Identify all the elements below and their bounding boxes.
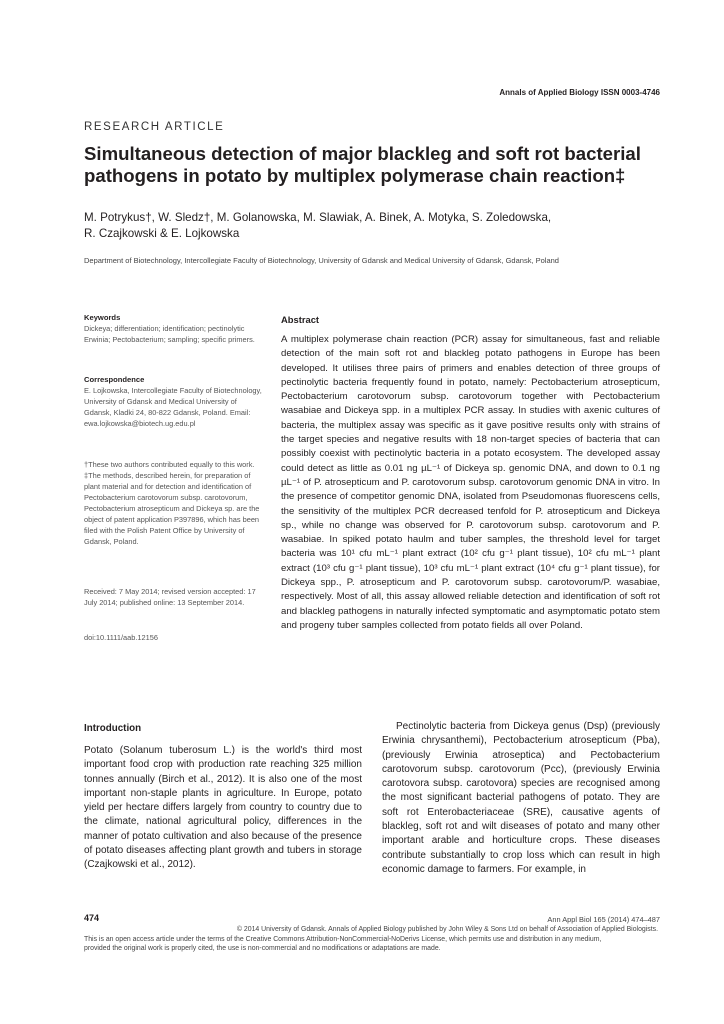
journal-issn: Annals of Applied Biology ISSN 0003-4746 (499, 88, 660, 97)
affiliation: Department of Biotechnology, Intercollegiate Faculty of Biotechnology, University of Gdansk and Medical University of Gdansk, Gdansk, Poland (84, 256, 559, 265)
doi-link[interactable]: doi:10.1111/aab.12156 (84, 633, 158, 642)
doi-block (84, 632, 262, 643)
correspondence-heading: Correspondence (84, 375, 145, 384)
author-list (84, 210, 664, 242)
footnote-ddagger: ‡The methods, described herein, for preparation of plant material and for detection and identification of Pectobacterium carotovorum subsp. carotovorum, Pectobacterium atrosepticum and Dickeya sp. are the object of patent application P397896, which has been filed with the Polish Patent Office by University of Gdansk, Poland. (84, 471, 260, 546)
copyright-line-3: provided the original work is properly cited, the use is non-commercial and no modifications or adaptations are made. (84, 945, 441, 953)
received-text: Received: 7 May 2014; revised version accepted: 17 July 2014; published online: 13 September 2014. (84, 587, 256, 607)
article-title: Simultaneous detection of major blackleg and soft rot bacterial pathogens in potato by multiplex polymerase chain reaction‡ (84, 143, 641, 186)
authors-line-1: M. Potrykus†, W. Sledz†, M. Golanowska, M. Slawiak, A. Binek, A. Motyka, S. Zoledowska, (84, 211, 552, 224)
keywords-section (84, 312, 262, 345)
copyright-notice (84, 925, 658, 954)
article-type: RESEARCH ARTICLE (84, 121, 225, 133)
abstract-text: A multiplex polymerase chain reaction (PCR) assay for simultaneous, fast and reliable detection of the main soft rot and blackleg potato pathogens in Europe has been developed. It utilises three pairs of primers and enables detection of three groups of pectinolytic bacteria frequently found in potato, namely: Pectobacterium atrosepticum, Pectobacterium carotovorum subsp. carotovorum together with Pectobacterium wasabiae and Dickeya spp. in a multiplex PCR assay. In studies with axenic cultures of bacteria, the multiplex assay was specific as it gave positive results only with strains of the target species and negative results with 18 non-target species of bacteria that can possibly coexist with pectinolytic bacteria in a potato ecosystem. The developed assay could detect as little as 0.01 ng µL⁻¹ of Dickeya sp. genomic DNA, and down to 0.1 ng µL⁻¹ of P. atrosepticum and P. carotovorum subsp. carotovorum genomic DNA in vitro. In the presence of competitor genomic DNA, isolated from Pseudomonas fluorescens cells, the sensitivity of the multiplex PCR decreased tenfold for P. atrosepticum and Dickeya sp., while no change was observed for P. carotovorum subsp. carotovorum and P. wasabiae. In spiked potato haulm and tuber samples, the threshold level for target bacteria was 10¹ cfu mL⁻¹ plant extract (10² cfu g⁻¹ plant tissue), 10² cfu mL⁻¹ plant extract (10³ cfu g⁻¹ plant tissue), 10³ cfu mL⁻¹ plant extract (10⁴ cfu g⁻¹ plant tissue), for Dickeya spp., P. atrosepticum and P. carotovorum subsp. carotovorum/P. wasabiae, respectively. Most of all, this assay allowed reliable detection and identification of soft rot and blackleg pathogens in naturally infected symptomatic and asymptomatic potato stem and progeny tuber samples collected from potato fields all over Poland. (281, 334, 660, 631)
introduction-left-column: Potato (Solanum tuberosum L.) is the world's third most important food crop with production rate reaching 325 million tonnes annually (Birch et al., 2012). It is also one of the most important non-staple plants in agriculture. In Europe, potato yield per hectare differs largely from country to country due to the climate, national agricultural policy, differences in the manner of potato cultivation and also because of the presence of potato diseases affecting plant growth and tubers in storage (Czajkowski et al., 2012). (84, 745, 362, 871)
keywords-text: Dickeya; differentiation; identification; pectinolytic Erwinia; Pectobacterium; sampling; specific primers. (84, 324, 255, 344)
introduction-heading: Introduction (84, 723, 142, 734)
correspondence-section (84, 374, 262, 429)
copyright-line-2: This is an open access article under the terms of the Creative Commons Attribution-NonCommercial-NoDerivs License, which permits use and distribution in any medium, (84, 935, 602, 943)
introduction-right-column: Pectinolytic bacteria from Dickeya genus (Dsp) (previously Erwinia chrysanthemi), Pectobacterium atrosepticum (Pba), (previously Erwinia atroseptica) and Pectobacterium carotovorum subsp. carotovorum (Pcc), (previously Erwinia carotovora subsp. carotovora) species are recognised among the most significant bacterial pathogens of potato. They are soft rot Enterobacteriaceae (SRE), causative agents of blackleg, soft rot and wilt diseases of potato and many other important arable and horticulture crops. These diseases contribute substantially to crop loss which can result in high economic damage to farmers. For example, in (382, 721, 660, 875)
received-dates (84, 586, 262, 608)
page-number: 474 (84, 913, 100, 923)
footnote-dagger: †These two authors contributed equally to this work. (84, 460, 255, 469)
footnotes (84, 459, 262, 547)
correspondence-text: E. Lojkowska, Intercollegiate Faculty of Biotechnology, University of Gdansk and Medical University of Gdansk, Kladki 24, 80-822 Gdansk, Poland. Email: ewa.lojkowska@biotech.ug.edu.pl (84, 386, 262, 428)
copyright-line-1: © 2014 University of Gdansk. Annals of Applied Biology published by John Wiley & Sons Ltd on behalf of Association of Applied Biologists. (236, 926, 658, 933)
authors-line-2: R. Czajkowski & E. Lojkowska (84, 227, 240, 240)
keywords-heading: Keywords (84, 313, 121, 322)
abstract-heading: Abstract (281, 314, 320, 325)
journal-citation: Ann Appl Biol 165 (2014) 474–487 (547, 915, 660, 924)
